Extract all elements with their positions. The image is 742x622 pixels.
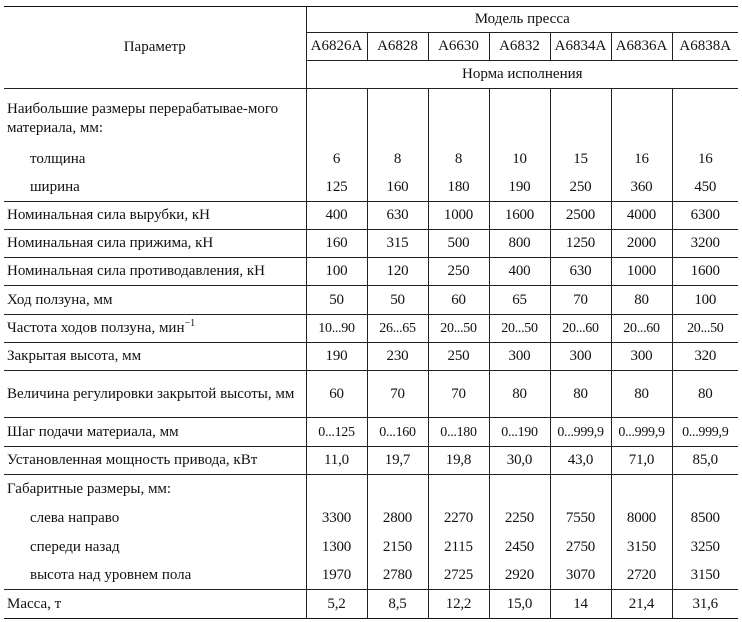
cell: 16 <box>611 145 672 174</box>
cell: 80 <box>672 371 738 418</box>
cell: 2750 <box>550 533 611 562</box>
cell: 5,2 <box>306 590 367 619</box>
cell: 19,8 <box>428 447 489 475</box>
cell: 2250 <box>489 504 550 533</box>
cell: 8,5 <box>367 590 428 619</box>
model-header: А6832 <box>489 33 550 61</box>
cell: 250 <box>428 343 489 371</box>
cell: 300 <box>489 343 550 371</box>
cell: 2500 <box>550 202 611 230</box>
cell: 250 <box>428 258 489 286</box>
table-row <box>4 371 738 418</box>
cell: 20...60 <box>550 315 611 343</box>
row-label: высота над уровнем пола <box>4 562 306 590</box>
cell: 2780 <box>367 562 428 590</box>
cell: 0...125 <box>306 418 367 447</box>
cell: 8 <box>428 145 489 174</box>
cell: 0...999,9 <box>550 418 611 447</box>
cell: 7550 <box>550 504 611 533</box>
row-label: Величина регулировки закрытой высоты, мм <box>4 371 306 418</box>
cell: 400 <box>489 258 550 286</box>
row-label: Габаритные размеры, мм: <box>4 475 306 504</box>
cell: 100 <box>306 258 367 286</box>
cell: 0...999,9 <box>611 418 672 447</box>
cell: 20...50 <box>489 315 550 343</box>
cell: 85,0 <box>672 447 738 475</box>
cell: 3250 <box>672 533 738 562</box>
param-header: Параметр <box>4 7 306 89</box>
cell: 180 <box>428 174 489 202</box>
cell: 120 <box>367 258 428 286</box>
cell: 630 <box>367 202 428 230</box>
cell: 15,0 <box>489 590 550 619</box>
cell: 1600 <box>672 258 738 286</box>
cell: 70 <box>367 371 428 418</box>
row-label: Ход ползуна, мм <box>4 286 306 315</box>
cell: 30,0 <box>489 447 550 475</box>
cell: 0...999,9 <box>672 418 738 447</box>
cell: 2150 <box>367 533 428 562</box>
cell: 20...50 <box>428 315 489 343</box>
table-row <box>4 562 738 590</box>
table-row <box>4 504 738 533</box>
cell: 8500 <box>672 504 738 533</box>
cell: 2720 <box>611 562 672 590</box>
cell: 80 <box>611 286 672 315</box>
cell: 2450 <box>489 533 550 562</box>
table-row <box>4 447 738 475</box>
cell: 10 <box>489 145 550 174</box>
cell: 50 <box>367 286 428 315</box>
cell: 450 <box>672 174 738 202</box>
table-row <box>4 174 738 202</box>
table-row <box>4 145 738 174</box>
cell: 3150 <box>672 562 738 590</box>
cell: 100 <box>672 286 738 315</box>
table-row <box>4 533 738 562</box>
row-label: Шаг подачи материала, мм <box>4 418 306 447</box>
table-row <box>4 418 738 447</box>
cell: 2000 <box>611 230 672 258</box>
row-label: Масса, т <box>4 590 306 619</box>
cell: 190 <box>306 343 367 371</box>
cell: 300 <box>550 343 611 371</box>
cell: 4000 <box>611 202 672 230</box>
model-header: А6828 <box>367 33 428 61</box>
table-row <box>4 286 738 315</box>
row-label: Наибольшие размеры перерабатывае-мого материала, мм: <box>4 89 306 145</box>
table-row <box>4 202 738 230</box>
cell: 6300 <box>672 202 738 230</box>
row-label: Номинальная сила прижима, кН <box>4 230 306 258</box>
norm-header: Норма исполнения <box>306 61 738 89</box>
cell: 70 <box>550 286 611 315</box>
cell: 26...65 <box>367 315 428 343</box>
cell: 3150 <box>611 533 672 562</box>
cell: 250 <box>550 174 611 202</box>
row-label: Закрытая высота, мм <box>4 343 306 371</box>
row-label: спереди назад <box>4 533 306 562</box>
cell: 190 <box>489 174 550 202</box>
cell: 6 <box>306 145 367 174</box>
cell: 10...90 <box>306 315 367 343</box>
cell: 800 <box>489 230 550 258</box>
cell: 8000 <box>611 504 672 533</box>
cell: 12,2 <box>428 590 489 619</box>
cell: 1000 <box>428 202 489 230</box>
cell: 360 <box>611 174 672 202</box>
cell: 1970 <box>306 562 367 590</box>
press-spec-table <box>4 6 738 619</box>
cell: 1000 <box>611 258 672 286</box>
model-header: А6826А <box>306 33 367 61</box>
cell: 80 <box>550 371 611 418</box>
cell: 3200 <box>672 230 738 258</box>
cell: 0...180 <box>428 418 489 447</box>
model-header: А6630 <box>428 33 489 61</box>
cell: 2115 <box>428 533 489 562</box>
row-label: Номинальная сила вырубки, кН <box>4 202 306 230</box>
cell: 19,7 <box>367 447 428 475</box>
row-label: Установленная мощность привода, кВт <box>4 447 306 475</box>
table-row <box>4 258 738 286</box>
cell: 14 <box>550 590 611 619</box>
cell: 70 <box>428 371 489 418</box>
row-label: толщина <box>4 145 306 174</box>
cell: 2725 <box>428 562 489 590</box>
cell: 500 <box>428 230 489 258</box>
cell: 160 <box>367 174 428 202</box>
table-row <box>4 343 738 371</box>
cell: 11,0 <box>306 447 367 475</box>
cell: 8 <box>367 145 428 174</box>
model-header: А6836А <box>611 33 672 61</box>
cell: 80 <box>611 371 672 418</box>
cell: 80 <box>489 371 550 418</box>
cell: 125 <box>306 174 367 202</box>
table-row <box>4 230 738 258</box>
cell: 1600 <box>489 202 550 230</box>
cell: 0...190 <box>489 418 550 447</box>
cell: 300 <box>611 343 672 371</box>
cell: 0...160 <box>367 418 428 447</box>
row-label: Номинальная сила противодавления, кН <box>4 258 306 286</box>
cell: 2920 <box>489 562 550 590</box>
cell: 3300 <box>306 504 367 533</box>
cell: 65 <box>489 286 550 315</box>
row-label: слева направо <box>4 504 306 533</box>
cell: 320 <box>672 343 738 371</box>
row-label: Частота ходов ползуна, мин$^{-1}$ <box>4 315 306 343</box>
cell: 60 <box>428 286 489 315</box>
cell: 315 <box>367 230 428 258</box>
cell: 2800 <box>367 504 428 533</box>
cell: 50 <box>306 286 367 315</box>
cell: 630 <box>550 258 611 286</box>
cell: 1250 <box>550 230 611 258</box>
cell: 43,0 <box>550 447 611 475</box>
cell: 160 <box>306 230 367 258</box>
model-header: А6838А <box>672 33 738 61</box>
table-row <box>4 315 738 343</box>
cell: 20...50 <box>672 315 738 343</box>
cell: 31,6 <box>672 590 738 619</box>
cell: 400 <box>306 202 367 230</box>
model-group-header: Модель пресса <box>306 7 738 33</box>
cell: 71,0 <box>611 447 672 475</box>
cell: 20...60 <box>611 315 672 343</box>
table-row <box>4 590 738 619</box>
model-header: А6834А <box>550 33 611 61</box>
cell: 2270 <box>428 504 489 533</box>
cell: 15 <box>550 145 611 174</box>
cell: 1300 <box>306 533 367 562</box>
cell: 21,4 <box>611 590 672 619</box>
cell: 60 <box>306 371 367 418</box>
cell: 3070 <box>550 562 611 590</box>
row-label: ширина <box>4 174 306 202</box>
cell: 16 <box>672 145 738 174</box>
cell: 230 <box>367 343 428 371</box>
